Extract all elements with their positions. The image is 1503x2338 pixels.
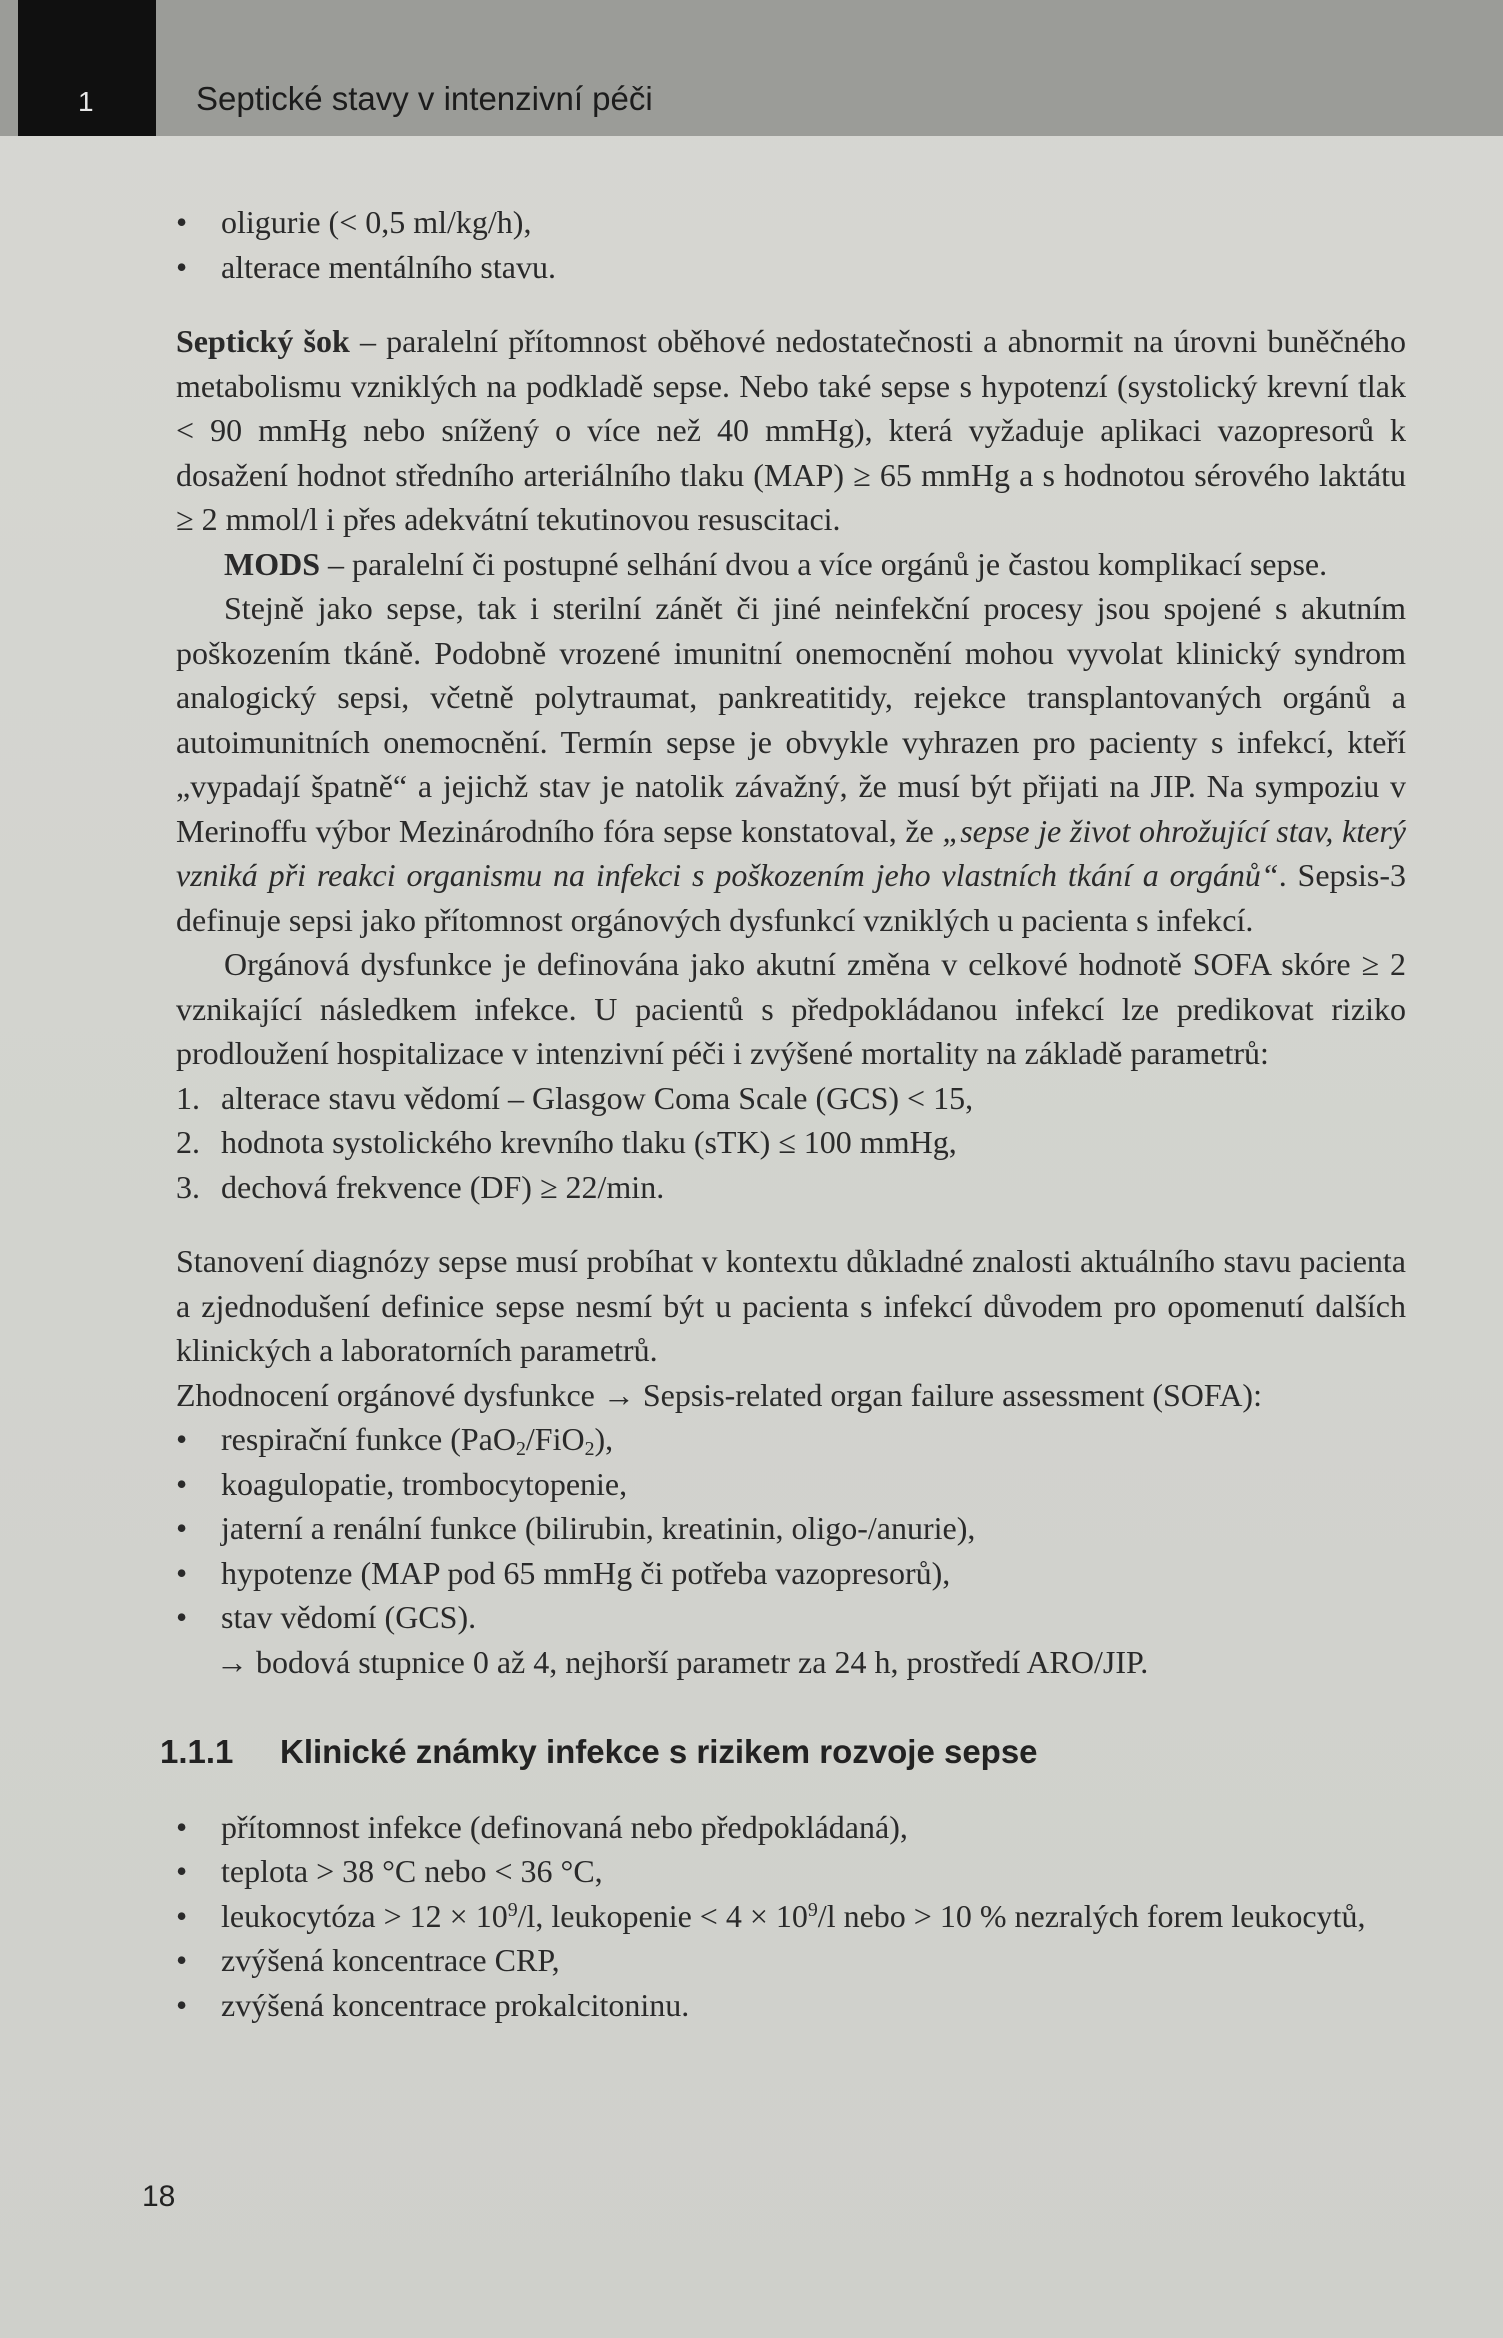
item-text: hodnota systolického krevního tlaku (sTK) ≤ 100 mmHg, — [221, 1124, 957, 1160]
subscript: 2 — [515, 1437, 526, 1460]
sofa-note: → bodová stupnice 0 až 4, nejhorší parametr za 24 h, prostředí ARO/JIP. — [216, 1643, 1149, 1680]
sterile-inflammation-paragraph — [176, 586, 1406, 942]
item-text: /FiO — [525, 1421, 585, 1457]
list-item: • stav vědomí (GCS). — [176, 1595, 1406, 1640]
item-text: respirační funkce (PaO — [221, 1421, 516, 1457]
item-number: 1. — [176, 1079, 200, 1116]
item-text: alterace stavu vědomí – Glasgow Coma Scale (GCS) < 15, — [221, 1079, 974, 1116]
item-text: dechová frekvence (DF) ≥ 22/min. — [221, 1168, 665, 1205]
superscript: 9 — [807, 1898, 818, 1921]
superscript: 9 — [507, 1898, 518, 1921]
list-item — [176, 1165, 1406, 1210]
paragraph-text: . Sepsis-3 definuje sepsi jako přítomnost orgánových dysfunkcí vzniklých u pacienta s infekcí. — [176, 857, 1407, 938]
list-item: • koagulopatie, trombocytopenie, — [176, 1462, 1406, 1507]
list-item: • teplota > 38 °C nebo < 36 °C, — [176, 1849, 1406, 1894]
section-heading — [160, 1730, 1406, 1775]
item-text: /l nebo > 10 % nezralých forem leukocytů, — [817, 1897, 1366, 1934]
mods-paragraph — [176, 542, 1406, 587]
diagnosis-paragraph: Stanovení diagnózy sepse musí probíhat v kontextu důkladné znalosti aktuálního stavu pacienta a zjednodušení definice sepse nesmí být u pacienta s infekcí důvodem pro opomenutí dalších klinických a laboratorních parametrů. — [176, 1243, 1406, 1368]
septic-shock-text: – paralelní přítomnost oběhové nedostatečnosti a abnormit na úrovni buněčného metabolismu vzniklých na podkladě sepse. Nebo také sepse s hypotenzí (systolický krevní tlak < 90 mmHg nebo snížený o více než 40 mmHg), která vyžaduje aplikaci vazopresorů k dosažení hodnot středního arteriálního tlaku (MAP) ≥ 65 mmHg a s hodnotou sérového laktátu ≥ 2 mmol/l i přes adekvátní tekutinovou resuscitaci. — [176, 323, 1407, 537]
item-text: ), — [594, 1421, 614, 1457]
list-item: • oligurie (< 0,5 ml/kg/h), — [176, 200, 1406, 245]
subscript: 2 — [584, 1437, 595, 1460]
organ-dysfunction-paragraph: Orgánová dysfunkce je definována jako akutní změna v celkové hodnotě SOFA skóre ≥ 2 vznikající následkem infekce. U pacientů s předpokládanou infekcí lze predikovat riziko prodloužení hospitalizace v intenzivní péči i zvýšené mortality na základě parametrů: — [176, 946, 1406, 1071]
term-septic-shock: Septický šok — [176, 323, 350, 359]
term-mods: MODS — [224, 545, 320, 582]
list-item — [176, 1120, 1406, 1165]
top-bullet-list — [176, 200, 1406, 289]
sepsis-definition-quote: „sepse je život ohrožující stav, který vzniká při reakci organismu na infekci s poškozením jeho vlastních tkání a orgánů“ — [176, 812, 1407, 893]
running-title: Septické stavy v intenzivní péči — [196, 80, 653, 117]
page-content — [160, 200, 1407, 2027]
section-number: 1.1.1 — [160, 1733, 234, 1770]
septic-shock-paragraph — [176, 319, 1406, 542]
item-text: /l, leukopenie < 4 × 10 — [517, 1897, 808, 1934]
page-number: 18 — [142, 2180, 176, 2213]
sofa-intro: Zhodnocení orgánové dysfunkce → Sepsis-related organ failure assessment (SOFA): — [176, 1376, 1262, 1413]
mods-text: – paralelní či postupné selhání dvou a více orgánů je častou komplikací sepse. — [320, 545, 1328, 582]
item-number: 3. — [176, 1168, 200, 1205]
list-item — [176, 1894, 1406, 1939]
list-item: • přítomnost infekce (definovaná nebo předpokládaná), — [176, 1805, 1406, 1850]
sofa-bullet-list — [176, 1417, 1406, 1640]
qsofa-numbered-list — [176, 1076, 1406, 1210]
paragraph-text: Stejně jako sepse, tak i sterilní zánět či jiné neinfekční procesy jsou spojené s akutním poškozením tkáně. Podobně vrozené imunitní onemocnění mohou vyvolat klinický syndrom analogický sepsi, včetně polytraumat, pankreatitidy, rejekce transplantovaných orgánů a autoimunitních onemocnění. Termín sepse je obvykle vyhrazen pro pacienty s infekcí, kteří „vypadají špatně“ a jejichž stav je natolik závažný, že musí být přijati na JIP. Na sympoziu v Merinoffu výbor Mezinárodního fóra sepse konstatoval, že — [176, 590, 1406, 849]
chapter-number: 1 — [78, 86, 94, 117]
list-item: • hypotenze (MAP pod 65 mmHg či potřeba vazopresorů), — [176, 1551, 1406, 1596]
item-number: 2. — [176, 1124, 200, 1160]
section-title: Klinické známky infekce s rizikem rozvoje sepse — [280, 1733, 1038, 1770]
item-text: leukocytóza > 12 × 10 — [221, 1897, 508, 1934]
infection-signs-list — [176, 1805, 1406, 2028]
list-item — [176, 1417, 1406, 1462]
list-item — [176, 1076, 1406, 1121]
list-item: • alterace mentálního stavu. — [176, 245, 1406, 290]
list-item: • jaterní a renální funkce (bilirubin, kreatinin, oligo-/anurie), — [176, 1506, 1406, 1551]
list-item: • zvýšená koncentrace CRP, — [176, 1938, 1406, 1983]
list-item: • zvýšená koncentrace prokalcitoninu. — [176, 1983, 1406, 2028]
